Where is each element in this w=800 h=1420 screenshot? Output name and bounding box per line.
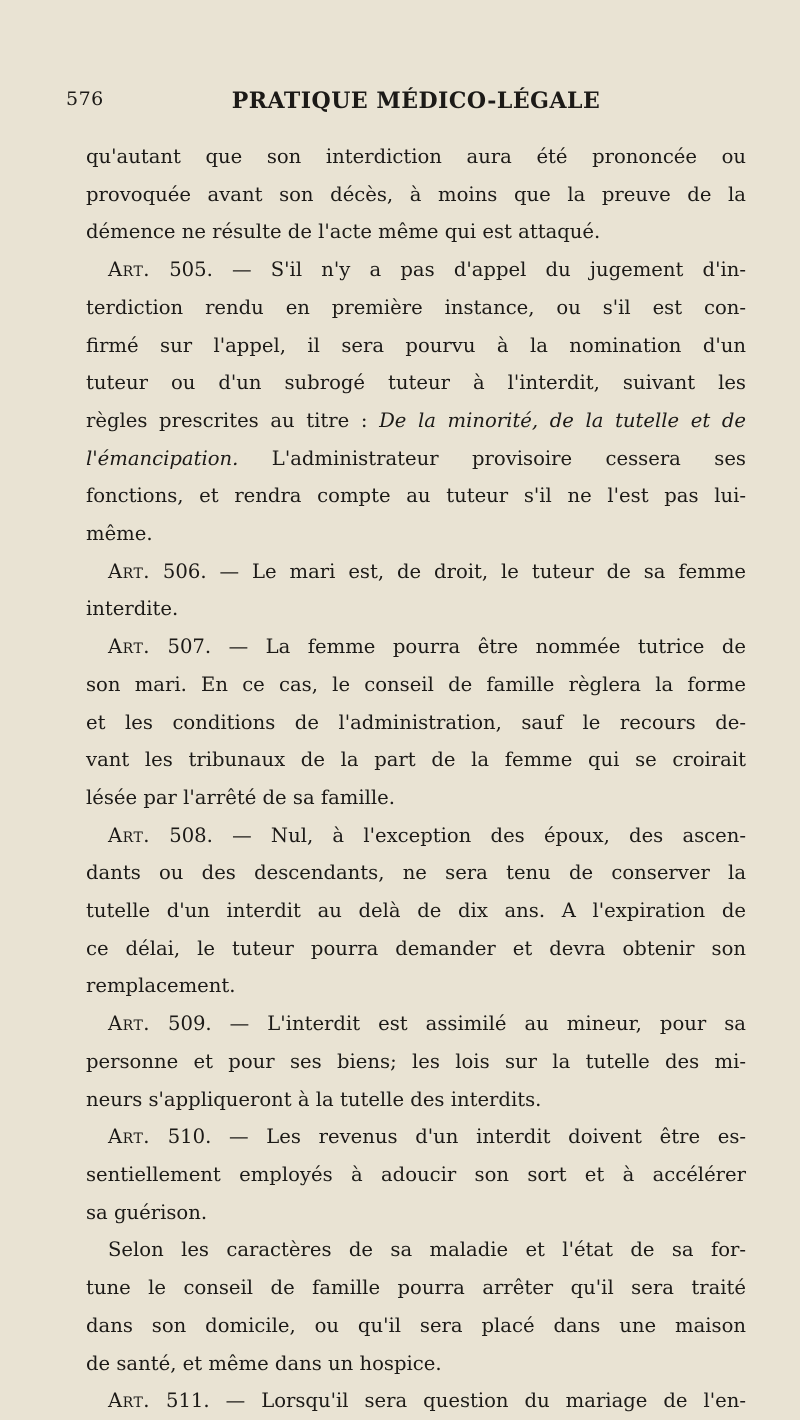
text-fragment: 509. — L'interdit est assimilé au mineur, pour sa: [150, 1012, 746, 1036]
text-line: démence ne résulte de l'acte même qui est attaqué.: [86, 220, 601, 244]
text-line: tutelle d'un interdit au delà de dix ans. A l'expiration de: [86, 899, 746, 923]
italic-title: l'émancipation.: [86, 446, 239, 470]
text-fragment: 506. — Le mari est, de droit, le tuteur de sa femme: [150, 559, 746, 583]
text-line: vant les tribunaux de la part de la femme qui se croirait: [86, 748, 746, 772]
text-fragment: 507. — La femme pourra être nommée tutrice de: [150, 635, 746, 659]
text-line: sa guérison.: [86, 1200, 208, 1224]
text-line: qu'autant que son interdiction aura été prononcée ou: [86, 145, 746, 168]
article-label: Art.: [108, 1012, 151, 1036]
text-line: de santé, et même dans un hospice.: [86, 1351, 442, 1375]
article-510-heading: [86, 1118, 746, 1156]
text-line: dans son domicile, ou qu'il sera placé dans une maison: [86, 1313, 746, 1337]
article-label: Art.: [108, 559, 151, 583]
text-fragment: règles prescrites au titre :: [86, 408, 380, 432]
article-508-heading: [86, 817, 746, 855]
text-line: neurs s'appliqueront à la tutelle des interdits.: [86, 1087, 542, 1111]
text-fragment: L'administrateur provisoire cessera ses: [238, 446, 746, 470]
text-line: sentiellement employés à adoucir son sort et à accélérer: [86, 1162, 746, 1186]
article-511-heading: [86, 1382, 746, 1420]
text-line: ce délai, le tuteur pourra demander et devra obtenir son: [86, 936, 746, 960]
text-line: provoquée avant son décès, à moins que la preuve de la: [86, 182, 746, 206]
text-line: terdiction rendu en première instance, ou s'il est con-: [86, 295, 746, 319]
text-line: interdite.: [86, 597, 179, 621]
text-line: [86, 402, 746, 440]
text-line: Selon les caractères de sa maladie et l'état de sa for-: [108, 1238, 746, 1262]
article-507-heading: [86, 628, 746, 666]
article-label: Art.: [108, 1125, 151, 1149]
article-505-heading: [86, 251, 746, 289]
text-line: dants ou des descendants, ne sera tenu de conserver la: [86, 861, 746, 885]
text-line: fonctions, et rendra compte au tuteur s'il ne l'est pas lui-: [86, 484, 746, 508]
article-label: Art.: [108, 823, 151, 847]
body-text: [86, 138, 746, 1420]
text-fragment: 505. — S'il n'y a pas d'appel du jugement d'in-: [150, 258, 746, 282]
text-line: et les conditions de l'administration, sauf le recours de-: [86, 710, 746, 734]
running-title: PRATIQUE MÉDICO-LÉGALE: [231, 88, 601, 114]
text-line: son mari. En ce cas, le conseil de famille règlera la forme: [86, 672, 746, 696]
text-line: tuteur ou d'un subrogé tuteur à l'interdit, suivant les: [86, 371, 746, 395]
text-fragment: 511. — Lorsqu'il sera question du mariage de l'en-: [150, 1389, 746, 1413]
text-line: firmé sur l'appel, il sera pourvu à la nomination d'un: [86, 333, 746, 357]
text-line: personne et pour ses biens; les lois sur la tutelle des mi-: [86, 1049, 746, 1073]
text-line: [86, 440, 746, 478]
page-number: 576: [66, 88, 104, 110]
text-line: tune le conseil de famille pourra arrêter qu'il sera traité: [86, 1276, 746, 1300]
italic-title: De la minorité, de la tutelle et de: [379, 408, 746, 432]
article-509-heading: [86, 1005, 746, 1043]
text-line: lésée par l'arrêté de sa famille.: [86, 785, 395, 809]
text-fragment: 508. — Nul, à l'exception des époux, des ascen-: [150, 823, 746, 847]
article-label: Art.: [108, 258, 151, 282]
article-label: Art.: [108, 635, 151, 659]
article-label: Art.: [108, 1389, 151, 1413]
article-506-heading: [86, 553, 746, 591]
page-header: [66, 88, 756, 122]
text-fragment: 510. — Les revenus d'un interdit doivent être es-: [150, 1125, 746, 1149]
text-line: même.: [86, 522, 153, 546]
text-line: remplacement.: [86, 974, 236, 998]
